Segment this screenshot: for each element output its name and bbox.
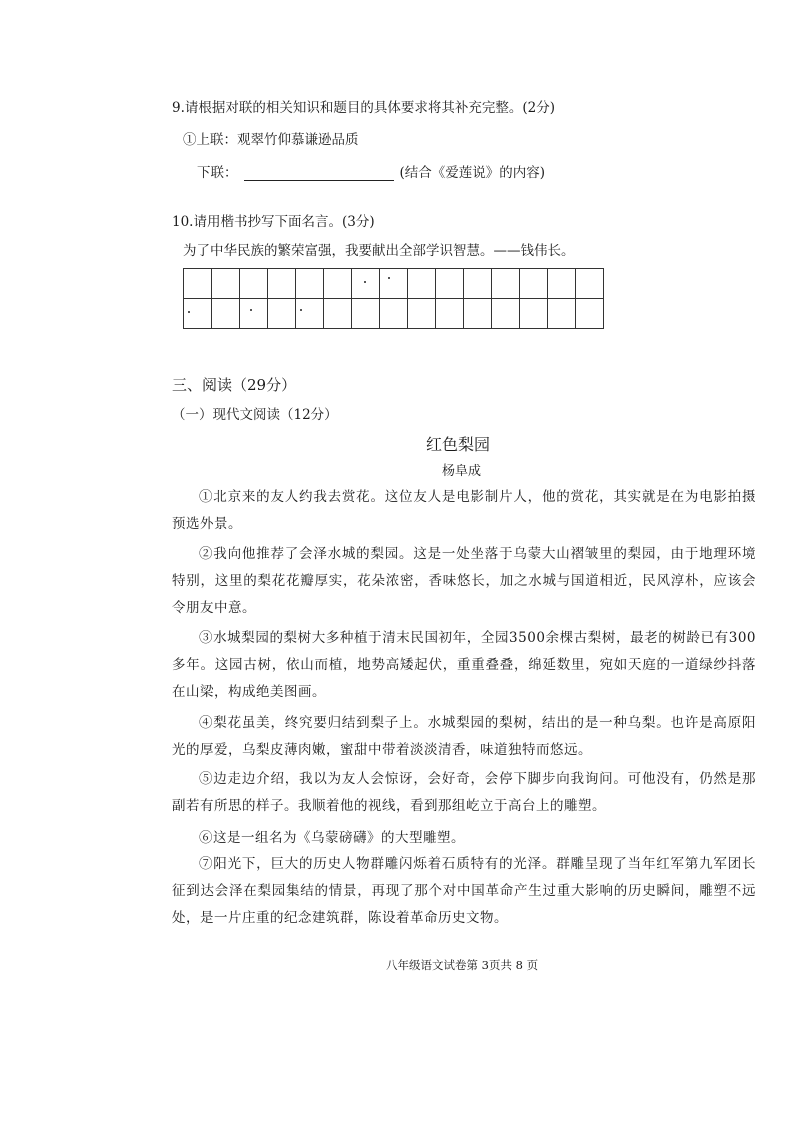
article-author: 杨阜成 [442,464,482,479]
grid-cell[interactable] [352,299,380,329]
grid-cell[interactable] [548,269,576,299]
grid-cell[interactable] [408,299,436,329]
paragraph-1: ①北京来的友人约我去赏花。这位友人是电影制片人，他的赏花，其实就是在为电影拍摄预选外景。 [172,489,756,532]
grid-cell[interactable] [240,299,268,329]
paragraph-5: ⑤边走边介绍，我以为友人会惊讶，会好奇，会停下脚步向我询问。可他没有，仍然是那副若有所思的样子。我顺着他的视线，看到那组屹立于高台上的雕塑。 [172,771,756,814]
grid-cell[interactable] [296,269,324,299]
grid-row-2 [184,299,604,329]
q9-lower-label: 下联： [197,165,238,181]
paragraph-7: ⑦阳光下，巨大的历史人物群雕闪烁着石质特有的光泽。群雕呈现了当年红军第九军团长征到达会泽在梨园集结的情景，再现了那个对中国革命产生过重大影响的历史瞬间，雕塑不远处，是一片庄重的纪念建筑群，陈设着革命历史文物。 [172,856,756,926]
grid-cell[interactable] [212,299,240,329]
grid-cell[interactable] [548,299,576,329]
handwriting-grid[interactable] [183,268,604,329]
grid-cell[interactable] [520,269,548,299]
grid-cell[interactable] [492,299,520,329]
grid-cell[interactable] [296,299,324,329]
q10-prompt: 10.请用楷书抄写下面名言。(3分) [172,214,375,230]
q9-prompt: 9.请根据对联的相关知识和题目的具体要求将其补充完整。(2分) [172,100,556,116]
grid-cell[interactable] [492,269,520,299]
paragraph-6: ⑥这是一组名为《乌蒙磅礴》的大型雕塑。 [199,830,465,846]
grid-cell[interactable] [268,269,296,299]
grid-cell[interactable] [268,299,296,329]
paragraph-3: ③水城梨园的梨树大多种植于清末民国初年，全园3500余棵古梨树，最老的树龄已有300多年。这园古树，依山而植，地势高矮起伏，重重叠叠，绵延数里，宛如天庭的一道绿纱抖落在山梁，构成绝美图画。 [172,630,756,700]
q9-upper-line: ①上联：观翠竹仰慕谦逊品质 [183,132,359,148]
grid-cell[interactable] [436,269,464,299]
grid-cell[interactable] [576,269,604,299]
section-3-heading: 三、阅读（29分） [172,376,297,394]
grid-cell[interactable] [352,269,380,299]
grid-cell[interactable] [184,269,212,299]
grid-cell[interactable] [184,299,212,329]
q9-lower-line [197,161,545,181]
grid-cell[interactable] [408,269,436,299]
grid-cell[interactable] [324,299,352,329]
grid-cell[interactable] [324,269,352,299]
grid-cell[interactable] [212,269,240,299]
grid-cell[interactable] [576,299,604,329]
grid-cell[interactable] [436,299,464,329]
q10-quote: 为了中华民族的繁荣富强，我要献出全部学识智慧。——钱伟长。 [183,243,575,259]
q9-answer-blank[interactable] [244,166,394,181]
article-title: 红色梨园 [426,435,491,454]
grid-cell[interactable] [240,269,268,299]
page-footer: 八年级语文试卷第 3页共 8 页 [386,958,539,972]
section-3-subheading: （一）现代文阅读（12分） [172,407,338,423]
paragraph-4: ④梨花虽美，终究要归结到梨子上。水城梨园的梨树，结出的是一种乌梨。也许是高原阳光的厚爱，乌梨皮薄肉嫩，蜜甜中带着淡淡清香，味道独特而悠远。 [172,715,756,758]
grid-cell[interactable] [464,269,492,299]
q9-lower-hint: (结合《爱莲说》的内容) [399,165,546,181]
grid-cell[interactable] [380,269,408,299]
grid-row-1 [184,269,604,299]
grid-cell[interactable] [520,299,548,329]
grid-cell[interactable] [464,299,492,329]
grid-cell[interactable] [380,299,408,329]
paragraph-2: ②我向他推荐了会泽水城的梨园。这是一处坐落于乌蒙大山褶皱里的梨园，由于地理环境特别，这里的梨花花瓣厚实，花朵浓密，香味悠长，加之水城与国道相近，民风淳朴，应该会令朋友中意。 [172,546,756,616]
